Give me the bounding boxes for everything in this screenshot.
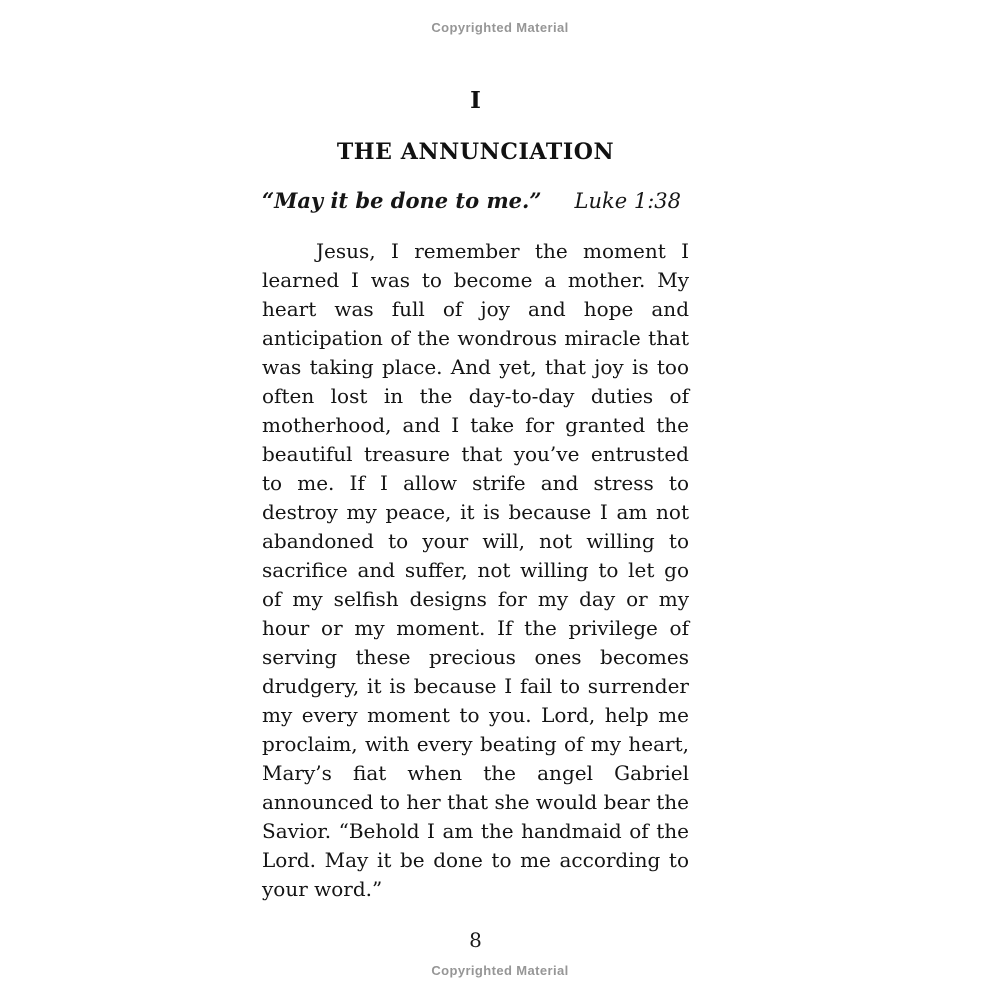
body-paragraph: Jesus, I remember the moment I learned I was to become a mother. My heart was full of joy and hope and anticipation of the wondrous miracle that was taking place. And yet, that joy is too often lost in the day-to-day duties of motherhood, and I take for granted the beautiful treasure that you’ve entrusted to me. If I allow strife and stress to destroy my peace, it is because I am not abandoned to your will, not willing to sacrifice and suffer, not willing to let go of my selfish designs for my day or my hour or my moment. If the privilege of serving these precious ones becomes drudgery, it is because I fail to surrender my every moment to you. Lord, help me proclaim, with every beating of my heart, Mary’s fiat when the angel Gabriel announced to her that she would bear the Savior. “Behold I am the handmaid of the Lord. May it be done to me according to your word.” [262, 239, 689, 901]
epigraph-citation: Luke 1:38 [574, 189, 681, 213]
chapter-title: THE ANNUNCIATION [336, 139, 615, 165]
copyright-notice-bottom: Copyrighted Material [431, 963, 569, 978]
chapter-number: I [470, 87, 481, 114]
epigraph-quote: “May it be done to me.” [262, 188, 542, 213]
page-number: 8 [469, 928, 482, 952]
copyright-notice-top: Copyrighted Material [431, 20, 569, 35]
epigraph [262, 188, 689, 213]
